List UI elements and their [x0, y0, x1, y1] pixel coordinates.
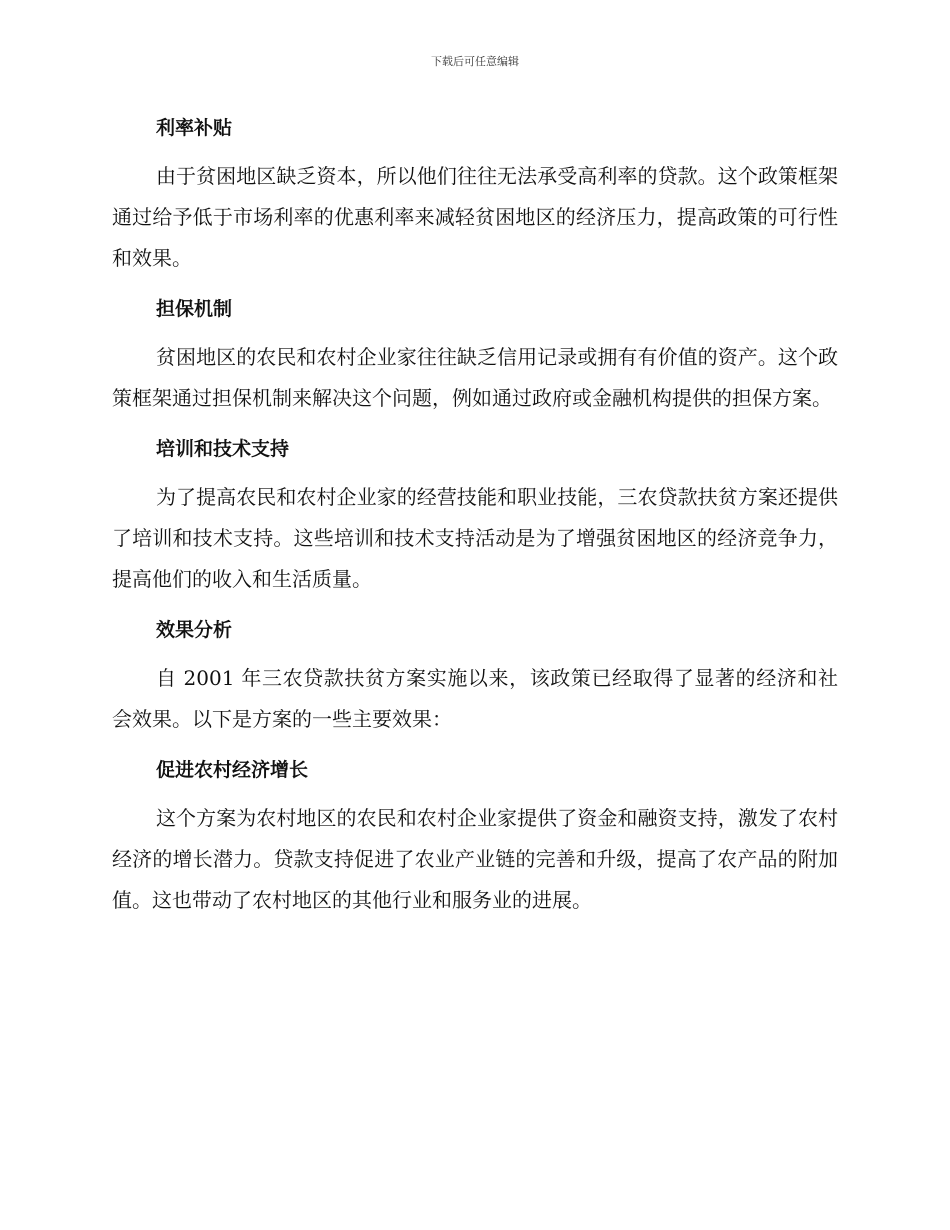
- section-paragraph-effect-analysis: 自 2001 年三农贷款扶贫方案实施以来，该政策已经取得了显著的经济和社会效果。以下是方案的一些主要效果：: [112, 666, 838, 731]
- section-paragraph-guarantee-mechanism: 贫困地区的农民和农村企业家往往缺乏信用记录或拥有有价值的资产。这个政策框架通过担保机制来解决这个问题，例如通过政府或金融机构提供的担保方案。: [112, 345, 838, 410]
- page-header: 下载后可任意编辑: [431, 55, 519, 68]
- section-heading-interest-subsidy: 利率补贴: [156, 117, 233, 139]
- section-paragraph-interest-subsidy: 由于贫困地区缺乏资本，所以他们往往无法承受高利率的贷款。这个政策框架通过给予低于市场利率的优惠利率来减轻贫困地区的经济压力，提高政策的可行性和效果。: [112, 164, 838, 270]
- section-paragraph-rural-growth: 这个方案为农村地区的农民和农村企业家提供了资金和融资支持，激发了农村经济的增长潜力。贷款支持促进了农业产业链的完善和升级，提高了农产品的附加值。这也带动了农村地区的其他行业和服务业的进展。: [112, 806, 838, 912]
- document-body: [112, 110, 838, 921]
- section-paragraph-training-support: 为了提高农民和农村企业家的经营技能和职业技能，三农贷款扶贫方案还提供了培训和技术支持。这些培训和技术支持活动是为了增强贫困地区的经济竞争力，提高他们的收入和生活质量。: [112, 485, 838, 591]
- section-heading-guarantee-mechanism: 担保机制: [156, 298, 233, 320]
- section-heading-rural-growth: 促进农村经济增长: [156, 759, 309, 781]
- section-heading-effect-analysis: 效果分析: [156, 619, 233, 641]
- section-heading-training-support: 培训和技术支持: [156, 438, 290, 460]
